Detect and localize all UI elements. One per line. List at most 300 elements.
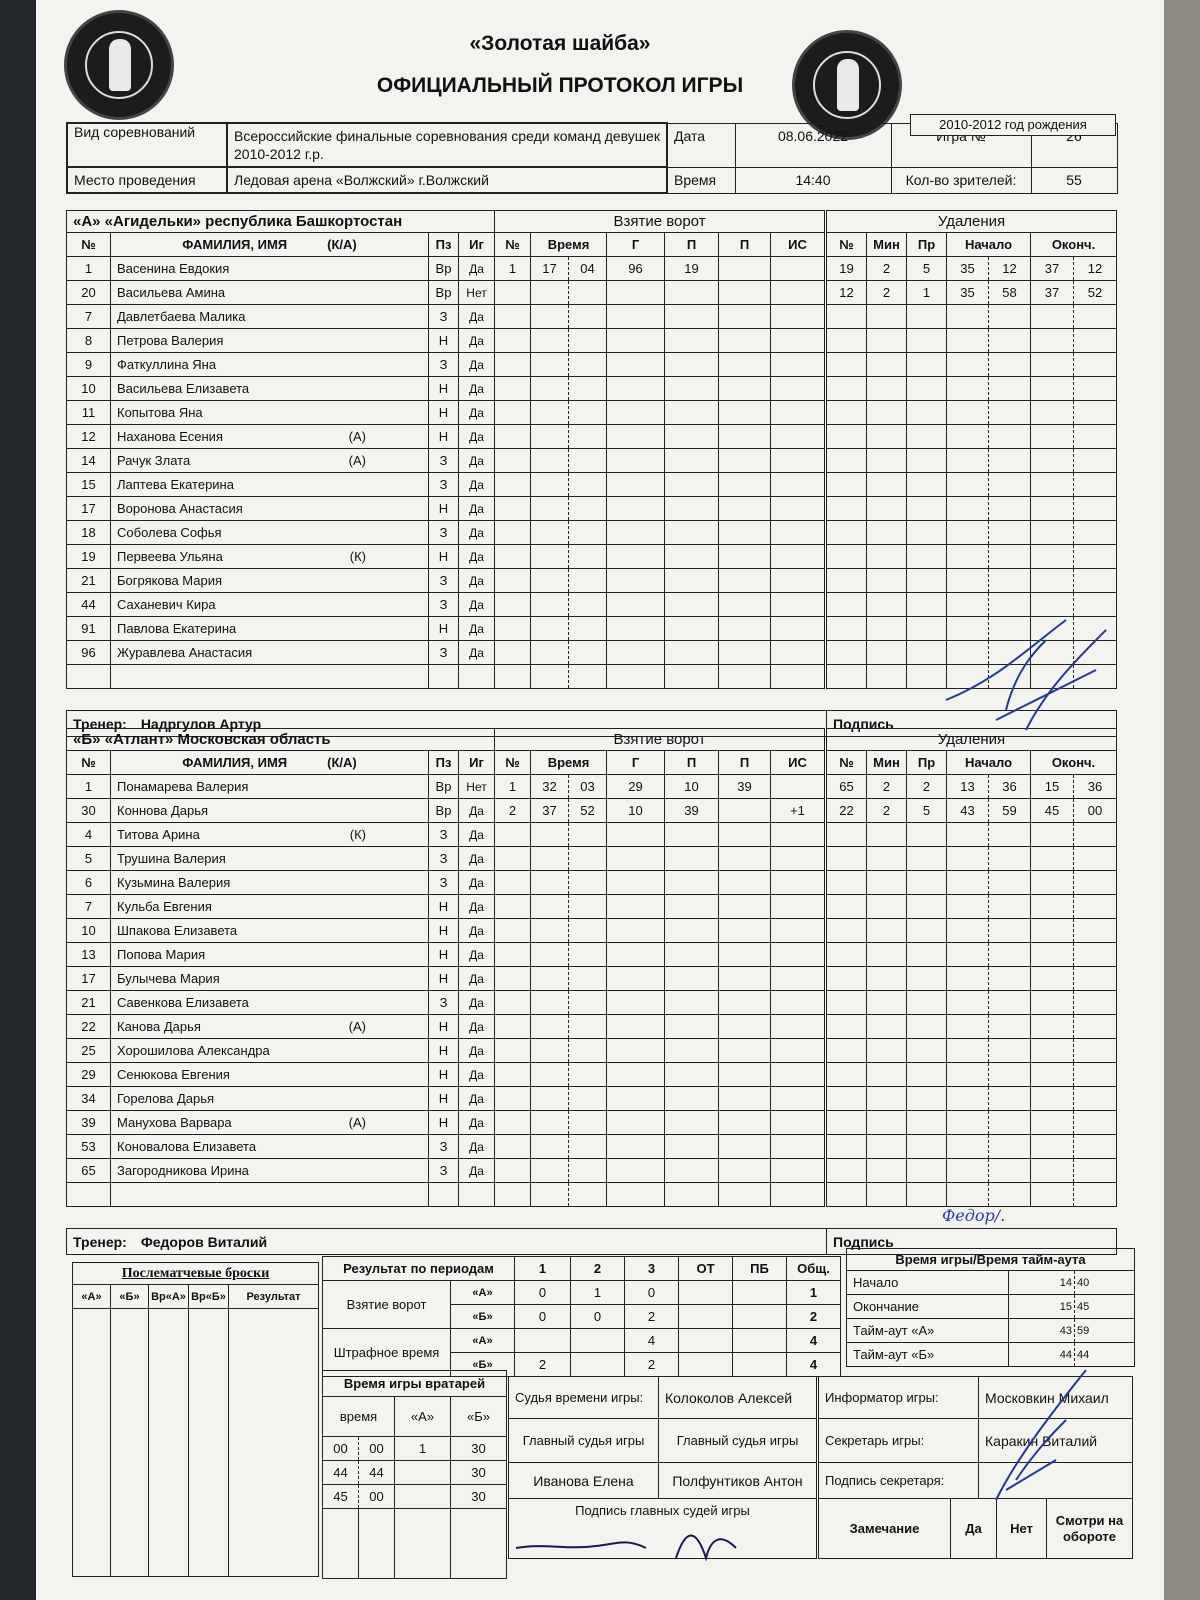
player-number: 1 xyxy=(67,775,111,799)
goal-assist-1 xyxy=(665,967,719,991)
periods-team-a-label: «А» xyxy=(451,1329,515,1353)
player-number: 14 xyxy=(67,449,111,473)
player-name-cell xyxy=(111,593,429,617)
venue-value: Ледовая арена «Волжский» г.Волжский xyxy=(227,167,667,193)
goal-col-p1: П xyxy=(665,233,719,257)
pen-end-min xyxy=(1031,871,1074,895)
pen-end-sec xyxy=(1074,545,1117,569)
player-position: З xyxy=(429,991,459,1015)
goal-assist-2 xyxy=(719,871,771,895)
pen-min xyxy=(867,871,907,895)
player-name: Копытова Яна xyxy=(117,405,203,420)
pen-min xyxy=(867,353,907,377)
goal-assist-1 xyxy=(665,281,719,305)
goal-scorer xyxy=(607,617,665,641)
goal-assist-1 xyxy=(665,1015,719,1039)
pen-min xyxy=(867,967,907,991)
player-number: 12 xyxy=(67,425,111,449)
col-number: № xyxy=(67,233,111,257)
goal-sec xyxy=(569,617,607,641)
pen-end-min xyxy=(1031,497,1074,521)
period-cell xyxy=(733,1305,787,1329)
goal-situation xyxy=(771,617,825,641)
pen-end-min xyxy=(1031,895,1074,919)
goal-scorer xyxy=(607,967,665,991)
goal-assist-2 xyxy=(719,281,771,305)
pen-no xyxy=(827,871,867,895)
goal-assist-2 xyxy=(719,449,771,473)
pen-start-min xyxy=(947,1111,989,1135)
goal-situation xyxy=(771,895,825,919)
period-cell xyxy=(679,1281,733,1305)
pen-min xyxy=(867,1159,907,1183)
pen-min xyxy=(867,823,907,847)
pen-end-sec xyxy=(1074,919,1117,943)
goal-situation xyxy=(771,967,825,991)
timekeeper-label: Судья времени игры: xyxy=(509,1377,659,1419)
player-position: З xyxy=(429,1159,459,1183)
period-cell xyxy=(571,1353,625,1377)
goal-row xyxy=(495,329,825,353)
player-name: Канова Дарья xyxy=(117,1019,201,1034)
goal-assist-2 xyxy=(719,1063,771,1087)
goal-min xyxy=(531,641,569,665)
goal-row xyxy=(495,919,825,943)
penalty-row xyxy=(827,895,1117,919)
goal-sec xyxy=(569,1039,607,1063)
goal-sec xyxy=(569,847,607,871)
pen-min: 2 xyxy=(867,257,907,281)
player-position: Н xyxy=(429,545,459,569)
player-row xyxy=(67,919,495,943)
timing-value: 44 xyxy=(1009,1343,1075,1367)
pen-start-min xyxy=(947,967,989,991)
pen-no: 19 xyxy=(827,257,867,281)
player-role: (К) xyxy=(349,827,366,842)
player-row xyxy=(67,775,495,799)
pen-no xyxy=(827,617,867,641)
remark-yes: Да xyxy=(951,1499,997,1559)
pen-end-sec xyxy=(1074,1111,1117,1135)
goal-assist-2 xyxy=(719,1135,771,1159)
player-number: 19 xyxy=(67,545,111,569)
pen-end-sec xyxy=(1074,871,1117,895)
pen-start-sec xyxy=(989,871,1031,895)
remark-see-back: Смотри на обороте xyxy=(1047,1499,1133,1559)
pen-start-sec xyxy=(989,1063,1031,1087)
timing-end-label: Окончание xyxy=(847,1295,1009,1319)
pen-start-min: 35 xyxy=(947,281,989,305)
shootout-col-ga: Вр«А» xyxy=(149,1285,189,1309)
goalie-time: 44 xyxy=(359,1461,395,1485)
goal-sec xyxy=(569,473,607,497)
player-name-cell xyxy=(111,823,429,847)
pen-min xyxy=(867,1183,907,1207)
goal-scorer xyxy=(607,401,665,425)
pen-min xyxy=(867,593,907,617)
player-name: Давлетбаева Малика xyxy=(117,309,246,324)
pen-no xyxy=(827,665,867,689)
player-name-cell xyxy=(111,569,429,593)
pen-start-min xyxy=(947,353,989,377)
player-plays: Да xyxy=(459,473,495,497)
goal-col-p2: П xyxy=(719,233,771,257)
goal-assist-2 xyxy=(719,799,771,823)
pen-start-min: 43 xyxy=(947,799,989,823)
penalty-row xyxy=(827,449,1117,473)
goal-assist-2 xyxy=(719,1039,771,1063)
pen-reason xyxy=(907,377,947,401)
pen-col-end: Оконч. xyxy=(1031,233,1117,257)
pen-end-sec xyxy=(1074,305,1117,329)
pen-end-min xyxy=(1031,991,1074,1015)
player-plays: Да xyxy=(459,1111,495,1135)
goal-scorer xyxy=(607,425,665,449)
pen-end-min xyxy=(1031,967,1074,991)
goal-no: 2 xyxy=(495,799,531,823)
player-row xyxy=(67,545,495,569)
player-role: (А) xyxy=(348,1115,366,1130)
penalty-row xyxy=(827,257,1117,281)
player-row xyxy=(67,943,495,967)
player-plays: Да xyxy=(459,641,495,665)
timing-value: 44 xyxy=(1075,1343,1135,1367)
pen-end-min xyxy=(1031,1111,1074,1135)
goal-no xyxy=(495,1087,531,1111)
player-name-cell xyxy=(111,1087,429,1111)
goal-min xyxy=(531,1111,569,1135)
player-row xyxy=(67,871,495,895)
player-position xyxy=(429,1183,459,1207)
penalty-row xyxy=(827,377,1117,401)
pen-start-min xyxy=(947,895,989,919)
timing-value: 45 xyxy=(1075,1295,1135,1319)
goal-scorer xyxy=(607,1111,665,1135)
pen-start-sec xyxy=(989,895,1031,919)
pen-end-min: 37 xyxy=(1031,281,1074,305)
player-position: Н xyxy=(429,943,459,967)
player-number: 21 xyxy=(67,991,111,1015)
player-row xyxy=(67,1015,495,1039)
player-number: 5 xyxy=(67,847,111,871)
pen-end-sec xyxy=(1074,967,1117,991)
player-number: 1 xyxy=(67,257,111,281)
pen-min xyxy=(867,545,907,569)
player-row xyxy=(67,449,495,473)
goal-assist-2 xyxy=(719,967,771,991)
pen-end-sec xyxy=(1074,449,1117,473)
goal-min xyxy=(531,847,569,871)
goal-row xyxy=(495,1183,825,1207)
pen-start-min xyxy=(947,449,989,473)
goal-no xyxy=(495,569,531,593)
pen-min xyxy=(867,1111,907,1135)
goal-scorer xyxy=(607,641,665,665)
goal-scorer xyxy=(607,521,665,545)
pen-no xyxy=(827,1135,867,1159)
goal-row xyxy=(495,1039,825,1063)
goal-assist-1 xyxy=(665,1039,719,1063)
goalie-a xyxy=(395,1461,451,1485)
periods-goals-label: Взятие ворот xyxy=(323,1281,451,1329)
player-row xyxy=(67,1159,495,1183)
goal-min xyxy=(531,1135,569,1159)
goal-assist-1 xyxy=(665,1135,719,1159)
shootout-col-gb: Вр«Б» xyxy=(189,1285,229,1309)
pen-start-min xyxy=(947,919,989,943)
pen-reason: 1 xyxy=(907,281,947,305)
goal-situation xyxy=(771,545,825,569)
player-plays: Да xyxy=(459,799,495,823)
goal-scorer xyxy=(607,353,665,377)
period-cell xyxy=(679,1305,733,1329)
goal-min xyxy=(531,1063,569,1087)
player-number: 65 xyxy=(67,1159,111,1183)
player-role: (А) xyxy=(348,1019,366,1034)
penalty-row xyxy=(827,871,1117,895)
pen-min xyxy=(867,847,907,871)
goal-sec xyxy=(569,641,607,665)
pen-end-sec xyxy=(1074,353,1117,377)
goal-min xyxy=(531,1087,569,1111)
player-number: 96 xyxy=(67,641,111,665)
player-number: 17 xyxy=(67,967,111,991)
pen-min: 2 xyxy=(867,775,907,799)
goals-title: Взятие ворот xyxy=(495,211,825,233)
team_b-penalties-table xyxy=(826,728,1117,1207)
player-plays: Да xyxy=(459,257,495,281)
goal-sec xyxy=(569,1111,607,1135)
pen-min xyxy=(867,1087,907,1111)
player-number: 10 xyxy=(67,919,111,943)
player-row xyxy=(67,895,495,919)
pen-start-sec xyxy=(989,943,1031,967)
col-name-label: ФАМИЛИЯ, ИМЯ xyxy=(182,237,288,252)
goal-assist-2 xyxy=(719,665,771,689)
time-label: Время xyxy=(667,167,735,193)
period-col-total: Общ. xyxy=(787,1257,841,1281)
pen-col-min: Мин xyxy=(867,751,907,775)
pen-end-sec xyxy=(1074,1039,1117,1063)
penalty-row xyxy=(827,1039,1117,1063)
col-name xyxy=(111,233,429,257)
spectators-value: 55 xyxy=(1031,167,1117,193)
player-name-cell xyxy=(111,895,429,919)
pen-end-sec xyxy=(1074,521,1117,545)
pen-start-min xyxy=(947,1087,989,1111)
goal-scorer xyxy=(607,943,665,967)
pen-end-sec xyxy=(1074,1087,1117,1111)
goal-scorer xyxy=(607,1159,665,1183)
player-plays: Да xyxy=(459,823,495,847)
player-row xyxy=(67,1183,495,1207)
pen-end-min: 15 xyxy=(1031,775,1074,799)
player-position: З xyxy=(429,353,459,377)
period-results-table xyxy=(322,1256,841,1377)
pen-end-min xyxy=(1031,1183,1074,1207)
goal-no: 1 xyxy=(495,775,531,799)
goal-sec xyxy=(569,545,607,569)
pen-end-min xyxy=(1031,329,1074,353)
goal-min xyxy=(531,521,569,545)
goalies-col-b: «Б» xyxy=(451,1397,507,1437)
penalty-row xyxy=(827,1087,1117,1111)
goal-assist-2 xyxy=(719,593,771,617)
player-position: Н xyxy=(429,1087,459,1111)
goalie-time: 00 xyxy=(359,1437,395,1461)
goal-col-no: № xyxy=(495,751,531,775)
pen-no xyxy=(827,425,867,449)
coach-label: Тренер: xyxy=(73,1233,127,1250)
pen-start-sec xyxy=(989,329,1031,353)
goal-scorer xyxy=(607,991,665,1015)
player-name: Савенкова Елизавета xyxy=(117,995,249,1010)
pen-start-sec xyxy=(989,425,1031,449)
player-row xyxy=(67,1087,495,1111)
goal-min xyxy=(531,967,569,991)
goal-row xyxy=(495,377,825,401)
shootout-col-result: Результат xyxy=(229,1285,319,1309)
goal-situation xyxy=(771,401,825,425)
goal-assist-1 xyxy=(665,545,719,569)
goal-assist-2 xyxy=(719,329,771,353)
informer-name: Московкин Михаил xyxy=(979,1377,1133,1419)
pen-no xyxy=(827,1111,867,1135)
goalies-title: Время игры вратарей xyxy=(323,1371,507,1397)
goal-assist-2 xyxy=(719,1159,771,1183)
pen-end-min xyxy=(1031,377,1074,401)
pen-min xyxy=(867,665,907,689)
goal-assist-1 xyxy=(665,425,719,449)
goal-situation xyxy=(771,847,825,871)
goal-no xyxy=(495,305,531,329)
goal-scorer xyxy=(607,545,665,569)
penalty-row xyxy=(827,847,1117,871)
pen-col-end: Оконч. xyxy=(1031,751,1117,775)
pen-col-start: Начало xyxy=(947,233,1031,257)
pen-no xyxy=(827,377,867,401)
goal-assist-2 xyxy=(719,1111,771,1135)
goal-no xyxy=(495,353,531,377)
player-number: 11 xyxy=(67,401,111,425)
player-name-cell xyxy=(111,1063,429,1087)
player-position: З xyxy=(429,569,459,593)
goal-row xyxy=(495,991,825,1015)
pen-reason xyxy=(907,329,947,353)
referee-name-1: Иванова Елена xyxy=(509,1463,659,1499)
goal-scorer xyxy=(607,449,665,473)
player-name-cell xyxy=(111,545,429,569)
player-position: З xyxy=(429,449,459,473)
coach-a-signature xyxy=(936,610,1126,740)
player-plays: Да xyxy=(459,1087,495,1111)
pen-no xyxy=(827,1087,867,1111)
player-row xyxy=(67,847,495,871)
goal-situation xyxy=(771,569,825,593)
pen-start-min: 35 xyxy=(947,257,989,281)
period-cell: 0 xyxy=(515,1305,571,1329)
goal-row xyxy=(495,895,825,919)
pen-start-min xyxy=(947,1135,989,1159)
pen-min xyxy=(867,497,907,521)
goal-assist-2 xyxy=(719,895,771,919)
referees-signatures xyxy=(506,1518,766,1578)
shootout-table xyxy=(72,1262,319,1577)
pen-no xyxy=(827,943,867,967)
pen-start-sec xyxy=(989,521,1031,545)
penalty-row xyxy=(827,473,1117,497)
goal-sec xyxy=(569,281,607,305)
pen-start-sec xyxy=(989,991,1031,1015)
pen-min xyxy=(867,1039,907,1063)
goal-sec xyxy=(569,871,607,895)
player-role: (А) xyxy=(348,453,366,468)
pen-start-min xyxy=(947,377,989,401)
pen-no xyxy=(827,1063,867,1087)
player-row xyxy=(67,569,495,593)
goal-assist-1 xyxy=(665,1111,719,1135)
pen-min xyxy=(867,401,907,425)
pen-reason: 2 xyxy=(907,775,947,799)
pen-min xyxy=(867,895,907,919)
goal-assist-1 xyxy=(665,665,719,689)
goalie-b: 30 xyxy=(451,1485,507,1509)
pen-reason xyxy=(907,1135,947,1159)
player-name-cell xyxy=(111,497,429,521)
goal-sec xyxy=(569,665,607,689)
goal-assist-1 xyxy=(665,1063,719,1087)
spectators-label: Кол-во зрителей: xyxy=(891,167,1031,193)
player-position: Вр xyxy=(429,799,459,823)
col-plays: Иг xyxy=(459,233,495,257)
goal-sec xyxy=(569,377,607,401)
goal-min xyxy=(531,919,569,943)
pen-no xyxy=(827,641,867,665)
pen-start-min xyxy=(947,823,989,847)
goal-scorer: 29 xyxy=(607,775,665,799)
pen-start-min xyxy=(947,521,989,545)
goal-situation xyxy=(771,1159,825,1183)
goal-sec xyxy=(569,967,607,991)
goal-assist-1 xyxy=(665,569,719,593)
goal-min xyxy=(531,991,569,1015)
team_a-roster-table xyxy=(66,210,495,689)
pen-end-sec xyxy=(1074,991,1117,1015)
goal-row xyxy=(495,641,825,665)
period-cell: 1 xyxy=(571,1281,625,1305)
goal-scorer xyxy=(607,569,665,593)
goal-min xyxy=(531,1015,569,1039)
pen-reason xyxy=(907,823,947,847)
player-name: Васенина Евдокия xyxy=(117,261,230,276)
pen-min xyxy=(867,991,907,1015)
player-name: Титова Арина xyxy=(117,827,200,842)
goal-assist-1 xyxy=(665,871,719,895)
timing-value: 43 xyxy=(1009,1319,1075,1343)
goal-sec xyxy=(569,401,607,425)
goal-no xyxy=(495,665,531,689)
pen-reason: 5 xyxy=(907,799,947,823)
goalie-b: 30 xyxy=(451,1437,507,1461)
pen-min xyxy=(867,617,907,641)
pen-start-min xyxy=(947,1159,989,1183)
goal-scorer xyxy=(607,895,665,919)
goalie-time-table xyxy=(322,1370,507,1579)
player-plays: Да xyxy=(459,1135,495,1159)
timing-value: 40 xyxy=(1075,1271,1135,1295)
goal-row xyxy=(495,473,825,497)
pen-reason xyxy=(907,1159,947,1183)
